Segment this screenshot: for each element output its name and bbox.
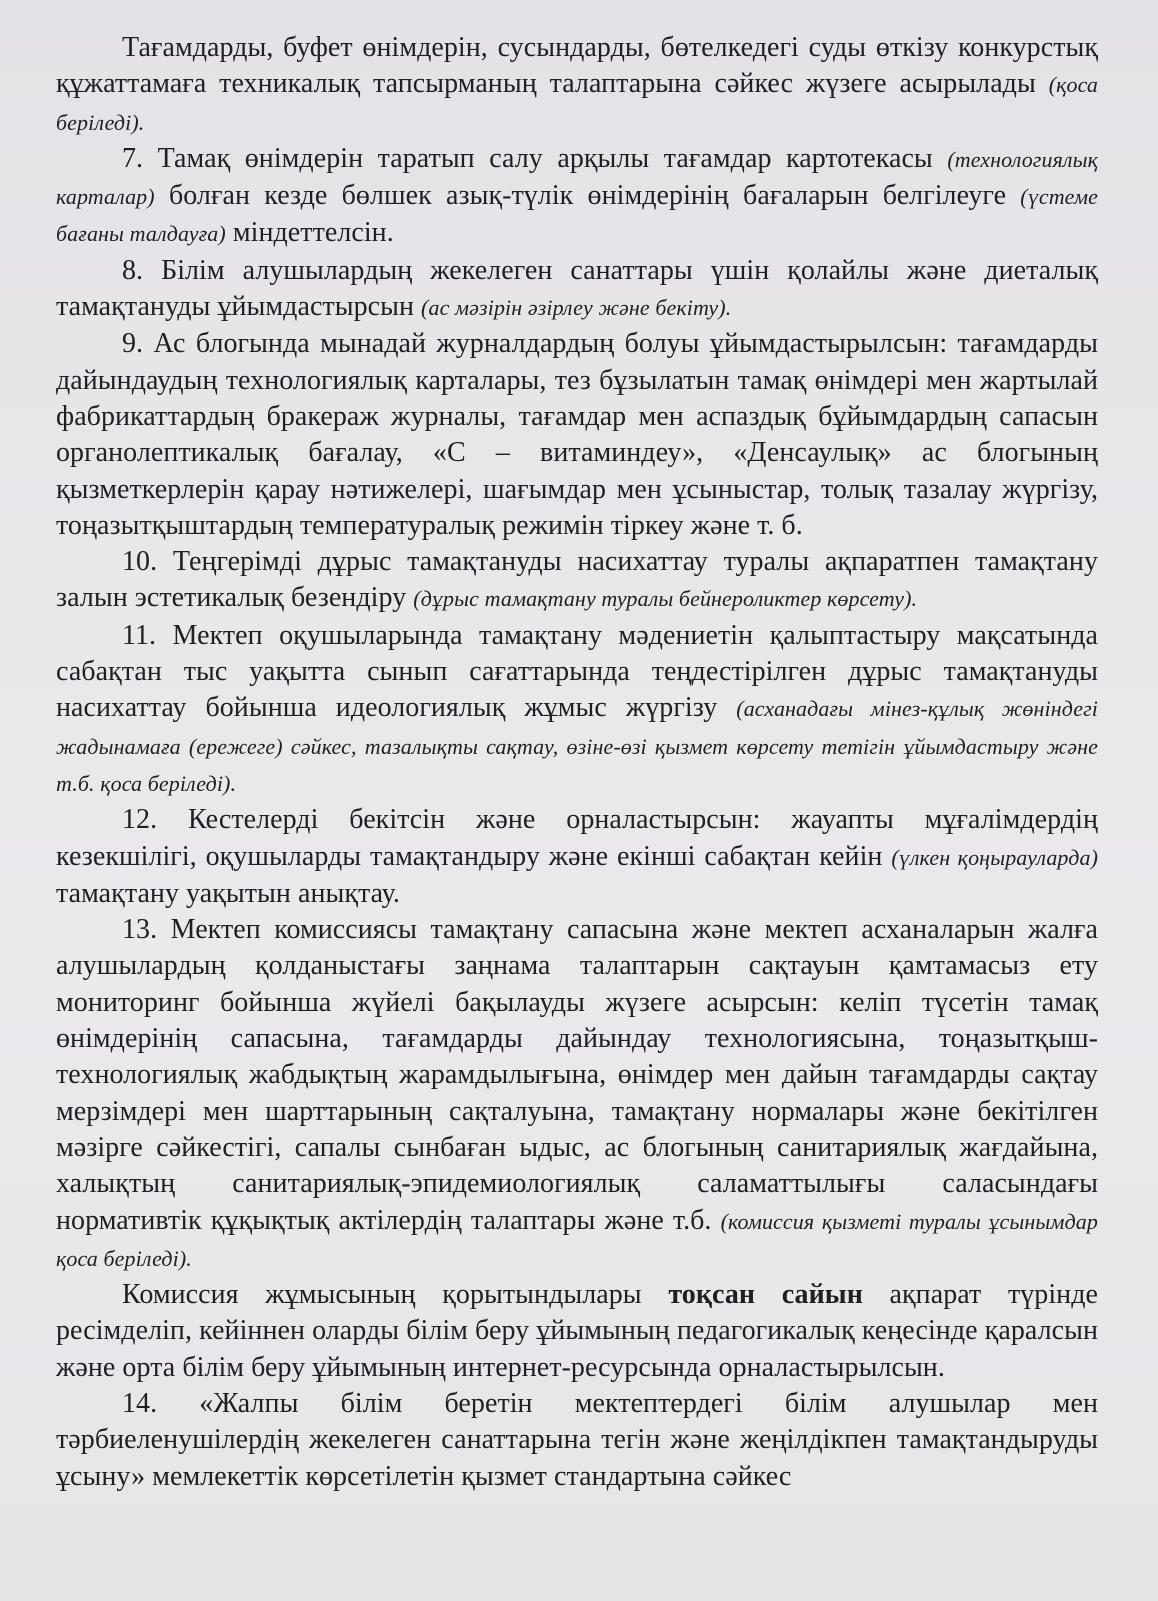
paragraph-12: [56, 802, 1098, 912]
intro-text: Тағамдарды, буфет өнімдерін, сусындарды, бөтелкедегі суды өткізу конкурстық құжаттамаға техникалық тапсырманың талаптарына сәйкес жүзеге асырылады: [56, 32, 1098, 100]
p7-text-3: міндеттелсін.: [225, 217, 394, 249]
paragraph-13: [56, 912, 1098, 1277]
p12-note: (үлкен қоңырауларда): [891, 844, 1098, 870]
p9-text: 9. Ас блогында мынадай журналдардың болуы ұйымдастырылсын: тағамдарды дайындаудың технологиялық карталары, тез бұзылатын тамақ өнімдері мен жартылай фабрикаттардың бракераж журналы, тағамдар мен аспаздық бұйымдардың сапасын органолептикалық бағалау, «С – витаминдеу», «Денсаулық» ас блогының қызметкерлерін қарау нәтижелері, шағымдар мен ұсыныстар, толық тазалау жүргізу, тоңазытқыштардың температуралық режимін тіркеу және т. б.: [56, 328, 1098, 541]
commission-text-2: ақпарат түрінде ресімделіп, кейіннен оларды білім беру ұйымының педагогикалық кеңесінде қаралсын және орта білім беру ұйымының интернет-ресурсында орналастырылсын.: [56, 1279, 1098, 1383]
p7-note-1: (технологиялық карталар): [56, 146, 1098, 210]
paragraph-commission: [56, 1277, 1098, 1386]
paragraph-9: [56, 326, 1098, 544]
p7-text-2: болған кезде бөлшек азық-түлік өнімдерінің бағаларын белгілеуге: [154, 180, 1021, 212]
commission-text-1: Комиссия жұмысының қорытындылары: [122, 1279, 669, 1311]
p7-text-1: 7. Тамақ өнімдерін таратып салу арқылы тағамдар картотекасы: [122, 142, 948, 174]
paragraph-intro: [56, 30, 1098, 141]
p7-note-2: (үстеме бағаны талдауға): [56, 184, 1098, 247]
p13-note: (комиссия қызметі туралы ұсынымдар қоса беріледі).: [56, 1208, 1098, 1271]
paragraph-14: [56, 1386, 1098, 1495]
p10-text: 10. Теңгерімді дұрыс тамақтануды насихаттау туралы ақпаратпен тамақтану залын эстетикалық безендіру: [56, 546, 1098, 614]
paragraph-11: [56, 618, 1098, 802]
paragraph-10: [56, 544, 1098, 618]
p8-note: (ас мәзірін әзірлеу және бекіту).: [421, 295, 732, 321]
p12-text-1: 12. Кестелерді бекітсін және орналастырсын: жауапты мұғалімдердің кезекшілігі, оқушыларды тамақтандыру және екінші сабақтан кейін: [56, 804, 1098, 872]
p11-text: 11. Мектеп оқушыларында тамақтану мәдениетін қалыптастыру мақсатында сабақтан тыс уақытта сынып сағаттарында теңдестірілген дұрыс тамақтануды насихаттау бойынша идеологиялық жұмыс жүргізу: [56, 619, 1098, 724]
p12-text-2: тамақтану уақытын анықтау.: [56, 877, 400, 909]
commission-emphasis: тоқсан сайын: [668, 1279, 863, 1311]
p14-text: 14. «Жалпы білім беретін мектептердегі білім алушылар мен тәрбиеленушілердің жекелеген санаттарына тегін және жеңілдікпен тамақтандыруды ұсыну» мемлекеттік көрсетілетін қызмет стандартына сәйкес: [56, 1387, 1098, 1492]
paragraph-8: [56, 253, 1098, 327]
paragraph-7: [56, 141, 1098, 253]
p10-note: (дұрыс тамақтану туралы бейнероликтер көрсету).: [413, 586, 918, 612]
p13-text: 13. Мектеп комиссиясы тамақтану сапасына және мектеп асханаларын жалға алушылардың қолданыстағы заңнама талаптарын сақтауын қамтамасыз ету мониторинг бойынша жүйелі бақылауды жүзеге асырсын: келіп түсетін тамақ өнімдерінің сапасына, тағамдарды дайындау технологиясына, тоңазытқыш-технологиялық жабдықтың жарамдылығына, өнімдер мен дайын тағамдарды сақтау мерзімдері мен шарттарының сақталуына, тамақтану нормалары және бекітілген мәзірге сәйкестігі, сапалы сынбаған ыдыс, ас блогының санитариялық жағдайына, халықтың санитариялық-эпидемиологиялық саламаттылығы саласындағы нормативтік құқықтық актілердің талаптары және т.б.: [56, 914, 1098, 1236]
p11-note: (асханадағы мінез-құлық жөніндегі жадынамаға (ережеге) сәйкес, тазалықты сақтау, өзіне-өзі қызмет көрсету тетігін ұйымдастыру және т.б. қоса беріледі).: [56, 696, 1098, 796]
p8-text: 8. Білім алушылардың жекелеген санаттары үшін қолайлы және диеталық тамақтануды ұйымдастырсын: [56, 254, 1098, 323]
intro-note: (қоса беріледі).: [56, 72, 1098, 135]
